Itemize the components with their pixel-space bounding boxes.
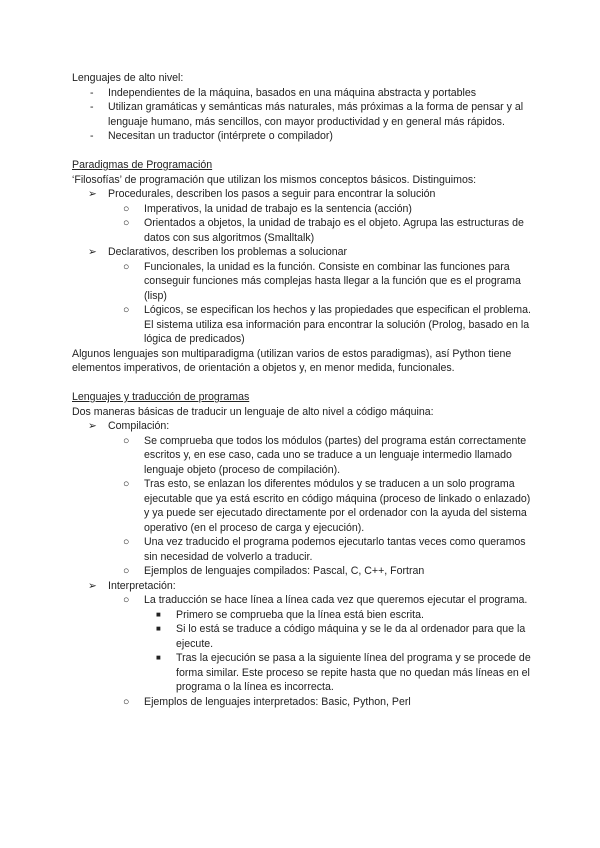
section-title-high-level: Lenguajes de alto nivel: — [72, 72, 184, 84]
circle-bullet-icon: ○ — [123, 434, 130, 447]
list-item: ○ Imperativos, la unidad de trabajo es la sentencia (acción) — [123, 202, 412, 215]
list-item: ○ Tras esto, se enlazan los diferentes módulos y se traducen a un solo programa ejecutable que ya está escrito en código máquina (proceso de linkado o enlazado) y ya puede ser ejecutado directamente por el ordenador con la ayuda del sistema operativo (en el proceso de carga y ejecución). — [123, 478, 531, 534]
circle-bullet-icon: ○ — [123, 202, 130, 215]
dash-marker: - — [90, 130, 94, 142]
list-item: ○ Se comprueba que todos los módulos (partes) del programa están correctamente escritos y, en ese caso, cada uno se traduce a un lenguaje intermedio llamado lenguaje objeto (proceso de compilación). — [123, 434, 527, 476]
declarative-sublist — [108, 260, 532, 347]
list-item: ○ Una vez traducido el programa podemos ejecutarlo tantas veces como queramos sin necesidad de volverlo a traducir. — [123, 536, 526, 563]
document-page — [72, 71, 532, 709]
arrow-bullet-icon: ➢ — [88, 188, 97, 200]
list-item: ■ Si lo está se traduce a código máquina y se le da al ordenador para que la ejecute. — [156, 623, 526, 650]
circle-bullet-icon: ○ — [123, 536, 130, 548]
dash-marker: - — [90, 86, 94, 99]
paradigms-list — [72, 187, 532, 347]
list-item: ○ La traducción se hace línea a línea cada vez que queremos ejecutar el programa. ■ Primero se comprueba que la línea está bien escrita. ■ Si lo está se traduce a código máquina y se le da al ordenador para que la ejecute. ■ Tras la ejecución se pasa a la siguiente línea del programa y se procede de forma similar. Este proceso se repite hasta que no quedan más líneas en el programa o la línea es incorrecta. — [123, 594, 531, 693]
list-item: ○ Funcionales, la unidad es la función. Consiste en combinar las funciones para conseguir funciones más complejas hasta llegar a la función que es el programa (lisp) — [123, 260, 521, 302]
list-item: - Necesitan un traductor (intérprete o compilador) — [90, 130, 333, 142]
list-item: - Independientes de la máquina, basados en una máquina abstracta y portables — [90, 86, 477, 99]
arrow-bullet-icon: ➢ — [88, 420, 97, 432]
list-item: ○ Ejemplos de lenguajes compilados: Pascal, C, C++, Fortran — [123, 565, 425, 577]
paradigms-intro: ‘Filosofías’ de programación que utilizan los mismos conceptos básicos. Distinguimos: — [72, 173, 477, 186]
circle-bullet-icon: ○ — [123, 478, 130, 490]
dash-marker: - — [90, 101, 94, 113]
circle-bullet-icon: ○ — [123, 304, 130, 316]
list-item: ➢ Declarativos, describen los problemas a solucionar ○ Funcionales, la unidad es la función. Consiste en combinar las funciones para conseguir funciones más complejas hasta llegar a la función que es el programa (lisp) ○ Lógicos, se especifican los hechos y las propiedades que especifican el problema. El sistema utiliza esa información para encontrar la solución (Prolog, basado en la lógica de predicados) — [88, 246, 531, 345]
square-bullet-icon: ■ — [156, 609, 161, 619]
section-title-paradigms: Paradigmas de Programación — [72, 159, 213, 171]
interpretation-sublist — [108, 593, 532, 709]
list-item: ■ Primero se comprueba que la línea está bien escrita. — [156, 608, 424, 621]
arrow-bullet-icon: ➢ — [88, 579, 97, 592]
list-item: ■ Tras la ejecución se pasa a la siguiente línea del programa y se procede de forma similar. Este proceso se repite hasta que no quedan más líneas en el programa o la línea es incorrecta. — [156, 652, 531, 693]
list-item: ➢ Interpretación: ○ La traducción se hace línea a línea cada vez que queremos ejecutar el programa. ■ Primero se comprueba que la línea está bien escrita. ■ Si lo está se traduce a código máquina y se le da al ordenador para que la ejecute. ■ Tras la ejecución se pasa a la siguiente línea del programa y se procede de forma similar. Este proceso se repite hasta que no quedan más líneas en el programa o la línea es incorrecta. ○ Ejemplos de lenguajes interpretados: Basic, Python, Perl — [88, 579, 531, 708]
high-level-list — [72, 86, 532, 144]
square-bullet-icon: ■ — [156, 624, 161, 633]
arrow-bullet-icon: ➢ — [88, 246, 97, 258]
circle-bullet-icon: ○ — [123, 695, 130, 708]
interpretation-steps — [144, 608, 532, 695]
circle-bullet-icon: ○ — [123, 217, 130, 229]
list-item: ○ Orientados a objetos, la unidad de trabajo es el objeto. Agrupa las estructuras de datos con sus algoritmos (Smalltalk) — [123, 217, 524, 244]
list-item: - Utilizan gramáticas y semánticas más naturales, más próximas a la forma de pensar y al lenguaje humano, más sencillos, con mayor productividad y en general más rápidos. — [90, 101, 524, 128]
paradigms-outro: Algunos lenguajes son multiparadigma (utilizan varios de estos paradigmas), así Python tiene elementos imperativos, de orientación a objetos y, en menor medida, funcionales. — [72, 347, 512, 374]
translation-list — [72, 419, 532, 709]
circle-bullet-icon: ○ — [123, 260, 130, 273]
circle-bullet-icon: ○ — [123, 594, 130, 606]
list-item: ○ Ejemplos de lenguajes interpretados: Basic, Python, Perl — [123, 695, 411, 708]
list-item: ➢ Compilación: ○ Se comprueba que todos los módulos (partes) del programa están correctamente escritos y, en ese caso, cada uno se traduce a un lenguaje intermedio llamado lenguaje objeto (proceso de compilación). ○ Tras esto, se enlazan los diferentes módulos y se traducen a un solo programa ejecutable que ya está escrito en código máquina (proceso de linkado o enlazado) y ya puede ser ejecutado directamente por el ordenador con la ayuda del sistema operativo (en el proceso de carga y ejecución). ○ Una vez traducido el programa podemos ejecutarlo tantas veces como queramos sin necesidad de volverlo a traducir. ○ Ejemplos de lenguajes compilados: Pascal, C, C++, Fortran — [88, 420, 531, 577]
list-item: ○ Lógicos, se especifican los hechos y las propiedades que especifican el problema. El sistema utiliza esa información para encontrar la solución (Prolog, basado en la lógica de predicados) — [123, 304, 531, 345]
circle-bullet-icon: ○ — [123, 565, 130, 577]
section-title-translation: Lenguajes y traducción de programas — [72, 391, 250, 403]
translation-intro: Dos maneras básicas de traducir un lenguaje de alto nivel a código máquina: — [72, 405, 434, 418]
list-item: ➢ Procedurales, describen los pasos a seguir para encontrar la solución ○ Imperativos, la unidad de trabajo es la sentencia (acción) ○ Orientados a objetos, la unidad de trabajo es el objeto. Agrupa las estructuras de datos con sus algoritmos (Smalltalk) — [108, 187, 532, 245]
square-bullet-icon: ■ — [156, 653, 161, 662]
procedural-sublist — [108, 202, 532, 246]
compilation-sublist — [108, 434, 532, 579]
